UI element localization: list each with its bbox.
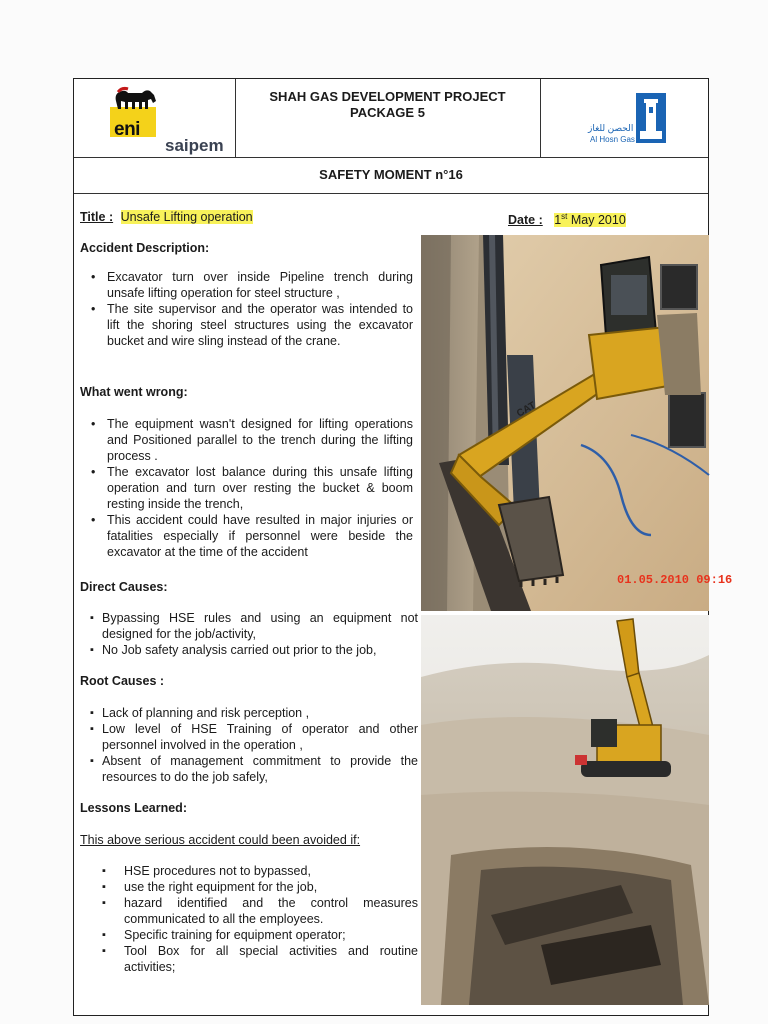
root-causes-list — [80, 705, 418, 785]
photo-excavator-site — [421, 615, 709, 1005]
list-item: ▪ Low level of HSE Training of operator and other personnel involved in the operation , — [80, 721, 418, 753]
safety-moment-title: SAFETY MOMENT n°16 — [74, 157, 708, 194]
what-went-wrong-list — [80, 416, 413, 560]
list-item: ▪ Absent of management commitment to provide the resources to do the job safely, — [80, 753, 418, 785]
list-item: ▪ HSE procedures not to bypassed, — [80, 863, 418, 879]
al-hosn-tower-icon — [632, 91, 672, 147]
document-frame — [73, 78, 733, 1016]
eni-saipem-logo — [74, 79, 236, 157]
title-value: Unsafe Lifting operation — [120, 210, 253, 224]
date-day: 1 — [554, 213, 562, 228]
date-label: Date : — [508, 213, 543, 228]
overturned-excavator-image — [421, 235, 733, 611]
title-line — [80, 209, 253, 225]
accident-description-heading: Accident Description: — [80, 241, 210, 255]
al-hosn-english-text: Al Hosn Gas — [590, 135, 635, 144]
list-item: • The site supervisor and the operator was intended to lift the shoring steel structures using the excavator bucket and wire sling instead of the crane. — [80, 301, 413, 349]
accident-description-list — [80, 269, 413, 349]
what-went-wrong-heading: What went wrong: — [80, 385, 188, 399]
al-hosn-gas-logo — [540, 79, 708, 157]
list-item: • The equipment wasn't designed for lifting operations and Positioned parallel to the trench during the lifting process . — [80, 416, 413, 464]
direct-causes-heading: Direct Causes: — [80, 580, 168, 594]
list-item: ▪ hazard identified and the control measures communicated to all the employees. — [80, 895, 418, 927]
lessons-learned-heading: Lessons Learned: — [80, 801, 187, 815]
list-item: ▪ No Job safety analysis carried out prior to the job, — [80, 642, 418, 658]
eni-wordmark: eni — [114, 119, 140, 140]
date-rest: May 2010 — [567, 213, 626, 228]
header-row — [74, 79, 708, 158]
project-title-line1: SHAH GAS DEVELOPMENT PROJECT — [269, 89, 506, 104]
project-title-line2: PACKAGE 5 — [350, 105, 425, 120]
list-item: ▪ Bypassing HSE rules and using an equipment not designed for the job/activity, — [80, 610, 418, 642]
project-title-cell — [235, 79, 541, 157]
direct-causes-list — [80, 610, 418, 658]
lessons-learned-intro: This above serious accident could been avoided if: — [80, 833, 361, 847]
excavator-site-image — [421, 615, 709, 1005]
lessons-learned-list — [80, 863, 418, 975]
list-item: ▪ Lack of planning and risk perception , — [80, 705, 418, 721]
date-line — [508, 209, 626, 228]
date-suffix: st — [561, 212, 568, 221]
list-item: ▪ use the right equipment for the job, — [80, 879, 418, 895]
photo-timestamp: 01.05.2010 09:16 — [617, 573, 733, 587]
root-causes-heading: Root Causes : — [80, 674, 165, 688]
title-label: Title : — [80, 210, 114, 224]
list-item: ▪ Tool Box for all special activities and routine activities; — [80, 943, 418, 975]
saipem-wordmark: saipem — [165, 136, 224, 155]
cat-label: CAT — [515, 400, 538, 420]
photo-overturned-excavator — [421, 235, 733, 611]
list-item: • This accident could have resulted in major injuries or fatalities especially if personnel were beside the excavator at the time of the accident — [80, 512, 413, 560]
date-value — [554, 213, 626, 227]
al-hosn-arabic-text: الحصن للغاز — [588, 123, 634, 133]
list-item: • The excavator lost balance during this unsafe lifting operation and turn over resting the bucket & boom resting inside the trench, — [80, 464, 413, 512]
list-item: ▪ Specific training for equipment operator; — [80, 927, 418, 943]
list-item: • Excavator turn over inside Pipeline trench during unsafe lifting operation for steel structure , — [80, 269, 413, 301]
